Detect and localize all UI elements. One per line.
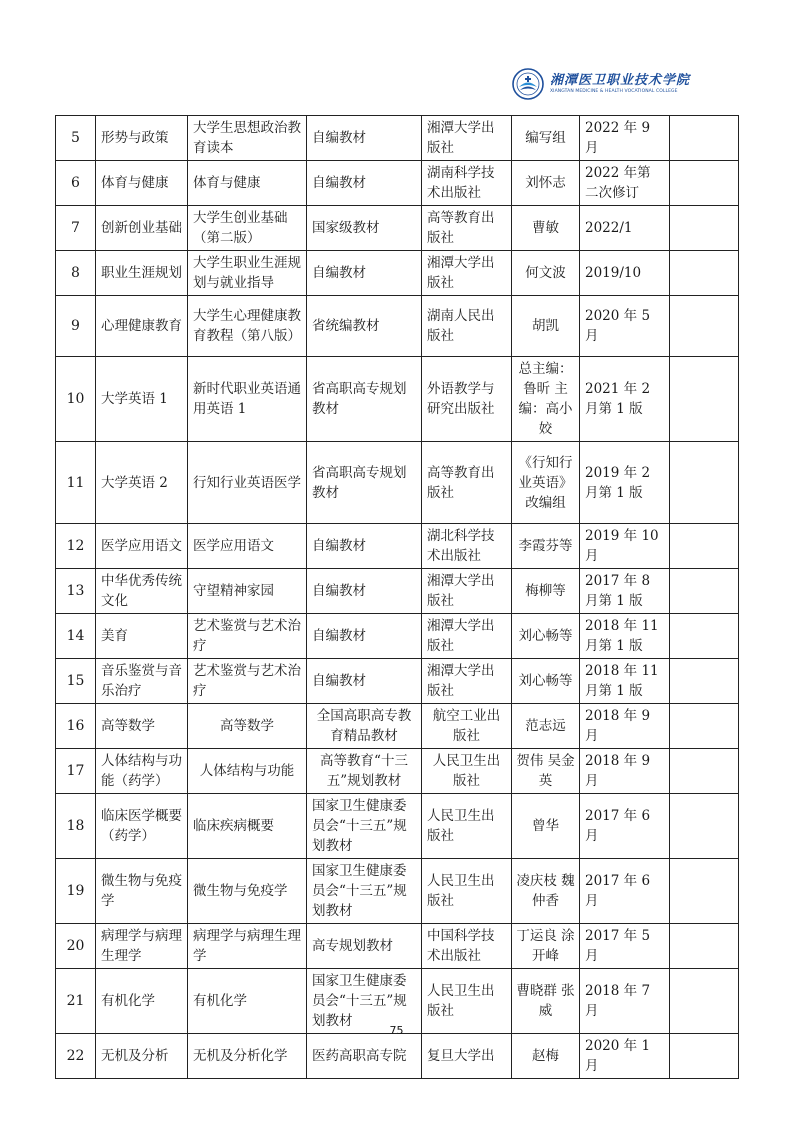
cell-publish-date: 2018 年 9 月 [580,749,670,794]
cell-textbook-type: 国家级教材 [307,206,422,251]
cell-number: 7 [56,206,96,251]
cell-course: 美育 [96,614,188,659]
cell-textbook: 大学生心理健康教育教程（第八版） [188,296,307,357]
cell-publisher: 高等教育出版社 [422,442,512,524]
cell-number: 21 [56,969,96,1034]
cell-publish-date: 2018 年 7 月 [580,969,670,1034]
cell-author: 丁运良 涂开峰 [512,924,580,969]
cell-textbook-type: 国家卫生健康委员会“十三五”规划教材 [307,794,422,859]
cell-number: 18 [56,794,96,859]
table-row [56,357,739,442]
cell-author: 刘心畅等 [512,614,580,659]
cell-number: 17 [56,749,96,794]
cell-number: 5 [56,116,96,161]
cell-textbook: 大学生职业生涯规划与就业指导 [188,251,307,296]
cell-publisher: 人民卫生出版社 [422,794,512,859]
cell-textbook: 医学应用语文 [188,524,307,569]
cell-course: 体育与健康 [96,161,188,206]
cell-publisher: 复旦大学出 [422,1034,512,1079]
cell-number: 12 [56,524,96,569]
cell-publish-date: 2018 年 11 月第 1 版 [580,659,670,704]
cell-course: 病理学与病理生理学 [96,924,188,969]
cell-publisher: 湘潭大学出版社 [422,659,512,704]
cell-textbook: 体育与健康 [188,161,307,206]
cell-textbook: 高等数学 [188,704,307,749]
cell-number: 14 [56,614,96,659]
cell-note [670,569,739,614]
cell-publish-date: 2018 年 9 月 [580,704,670,749]
cell-publish-date: 2022/1 [580,206,670,251]
table-row [56,859,739,924]
cell-publisher: 航空工业出版社 [422,704,512,749]
cell-number: 22 [56,1034,96,1079]
cell-textbook-type: 高专规划教材 [307,924,422,969]
cell-textbook: 大学生创业基础（第二版） [188,206,307,251]
cell-course: 高等数学 [96,704,188,749]
table-row [56,524,739,569]
cell-publish-date: 2019 年 2 月第 1 版 [580,442,670,524]
cell-textbook-type: 医药高职高专院 [307,1034,422,1079]
cell-course: 人体结构与功能（药学） [96,749,188,794]
cell-textbook-type: 自编教材 [307,251,422,296]
cell-course: 大学英语 2 [96,442,188,524]
cell-author: 范志远 [512,704,580,749]
page-number: 75 [389,1024,404,1037]
cell-number: 19 [56,859,96,924]
cell-publisher: 湖南人民出版社 [422,296,512,357]
cell-author: 总主编：鲁昕 主编：高小姣 [512,357,580,442]
cell-publish-date: 2020 年 5 月 [580,296,670,357]
college-logo [512,66,692,102]
cell-note [670,749,739,794]
college-emblem-icon [512,68,544,100]
cell-number: 10 [56,357,96,442]
cell-publish-date: 2017 年 6 月 [580,859,670,924]
cell-publisher: 湘潭大学出版社 [422,116,512,161]
cell-number: 16 [56,704,96,749]
cell-author: 刘怀志 [512,161,580,206]
cell-textbook-type: 省高职高专规划教材 [307,442,422,524]
cell-course: 中华优秀传统文化 [96,569,188,614]
cell-publisher: 中国科学技术出版社 [422,924,512,969]
cell-textbook: 大学生思想政治教育读本 [188,116,307,161]
cell-course: 音乐鉴赏与音乐治疗 [96,659,188,704]
cell-publish-date: 2020 年 1 月 [580,1034,670,1079]
cell-publisher: 湖南科学技术出版社 [422,161,512,206]
table-row [56,206,739,251]
cell-textbook-type: 自编教材 [307,614,422,659]
cell-publish-date: 2019/10 [580,251,670,296]
logo-chinese-name: 湘潭医卫职业技术学院 [550,72,691,88]
cell-author: 《行知行业英语》改编组 [512,442,580,524]
cell-textbook-type: 全国高职高专教育精品教材 [307,704,422,749]
cell-course: 大学英语 1 [96,357,188,442]
cell-textbook-type: 自编教材 [307,116,422,161]
cell-publish-date: 2017 年 8 月第 1 版 [580,569,670,614]
cell-textbook: 有机化学 [188,969,307,1034]
cell-author: 赵梅 [512,1034,580,1079]
cell-publisher: 高等教育出版社 [422,206,512,251]
cell-note [670,524,739,569]
table-row [56,614,739,659]
cell-course: 医学应用语文 [96,524,188,569]
table-row [56,251,739,296]
cell-note [670,357,739,442]
cell-author: 曾华 [512,794,580,859]
table-row [56,704,739,749]
table-row [56,569,739,614]
cell-author: 凌庆枝 魏仲香 [512,859,580,924]
cell-note [670,251,739,296]
cell-textbook: 无机及分析化学 [188,1034,307,1079]
cell-textbook: 守望精神家园 [188,569,307,614]
table-row [56,442,739,524]
cell-note [670,924,739,969]
cell-textbook-type: 自编教材 [307,659,422,704]
cell-number: 13 [56,569,96,614]
cell-note [670,116,739,161]
cell-course: 无机及分析 [96,1034,188,1079]
cell-publisher: 湘潭大学出版社 [422,251,512,296]
cell-number: 6 [56,161,96,206]
cell-textbook: 行知行业英语医学 [188,442,307,524]
cell-note [670,659,739,704]
cell-publish-date: 2018 年 11 月第 1 版 [580,614,670,659]
cell-textbook-type: 省统编教材 [307,296,422,357]
cell-course: 微生物与免疫学 [96,859,188,924]
cell-textbook: 微生物与免疫学 [188,859,307,924]
cell-author: 贺伟 吴金英 [512,749,580,794]
cell-publish-date: 2021 年 2 月第 1 版 [580,357,670,442]
cell-textbook-type: 省高职高专规划教材 [307,357,422,442]
cell-publisher: 湘潭大学出版社 [422,614,512,659]
cell-course: 临床医学概要（药学） [96,794,188,859]
cell-publisher: 外语教学与研究出版社 [422,357,512,442]
table-row [56,1034,739,1079]
cell-author: 编写组 [512,116,580,161]
cell-author: 曹晓群 张威 [512,969,580,1034]
cell-course: 形势与政策 [96,116,188,161]
cell-number: 8 [56,251,96,296]
table-row [56,296,739,357]
cell-number: 9 [56,296,96,357]
cell-publisher: 人民卫生出版社 [422,969,512,1034]
cell-publish-date: 2022 年第二次修订 [580,161,670,206]
table-row [56,161,739,206]
cell-textbook-type: 国家卫生健康委员会“十三五”规划教材 [307,859,422,924]
cell-author: 李霞芬等 [512,524,580,569]
cell-textbook: 新时代职业英语通用英语 1 [188,357,307,442]
table-row [56,749,739,794]
cell-publisher: 湘潭大学出版社 [422,569,512,614]
cell-publish-date: 2022 年 9 月 [580,116,670,161]
cell-course: 创新创业基础 [96,206,188,251]
cell-author: 曹敏 [512,206,580,251]
cell-author: 刘心畅等 [512,659,580,704]
cell-note [670,206,739,251]
cell-number: 20 [56,924,96,969]
cell-author: 何文波 [512,251,580,296]
cell-publisher: 湖北科学技术出版社 [422,524,512,569]
cell-note [670,614,739,659]
cell-course: 有机化学 [96,969,188,1034]
cell-note [670,161,739,206]
cell-textbook: 临床疾病概要 [188,794,307,859]
cell-publisher: 人民卫生出版社 [422,859,512,924]
cell-number: 11 [56,442,96,524]
cell-note [670,859,739,924]
cell-note [670,794,739,859]
cell-note [670,704,739,749]
cell-textbook-type: 国家卫生健康委员会“十三五”规划教材 [307,969,422,1034]
logo-english-name: XIANGTAN MEDICINE & HEALTH VOCATIONAL COLLEGE [550,88,678,94]
cell-textbook: 人体结构与功能 [188,749,307,794]
cell-publish-date: 2017 年 5 月 [580,924,670,969]
cell-textbook-type: 自编教材 [307,161,422,206]
cell-number: 15 [56,659,96,704]
cell-author: 胡凯 [512,296,580,357]
cell-note [670,442,739,524]
table-row [56,924,739,969]
table-row [56,116,739,161]
cell-course: 职业生涯规划 [96,251,188,296]
cell-textbook-type: 自编教材 [307,524,422,569]
table-row [56,659,739,704]
cell-note [670,296,739,357]
cell-course: 心理健康教育 [96,296,188,357]
cell-textbook: 艺术鉴赏与艺术治疗 [188,659,307,704]
textbook-table [55,115,739,1079]
cell-textbook: 病理学与病理生理学 [188,924,307,969]
cell-textbook: 艺术鉴赏与艺术治疗 [188,614,307,659]
cell-publisher: 人民卫生出版社 [422,749,512,794]
cell-author: 梅柳等 [512,569,580,614]
cell-textbook-type: 自编教材 [307,569,422,614]
cell-note [670,1034,739,1079]
cell-publish-date: 2017 年 6 月 [580,794,670,859]
table-row [56,794,739,859]
cell-textbook-type: 高等教育“十三五”规划教材 [307,749,422,794]
cell-publish-date: 2019 年 10 月 [580,524,670,569]
